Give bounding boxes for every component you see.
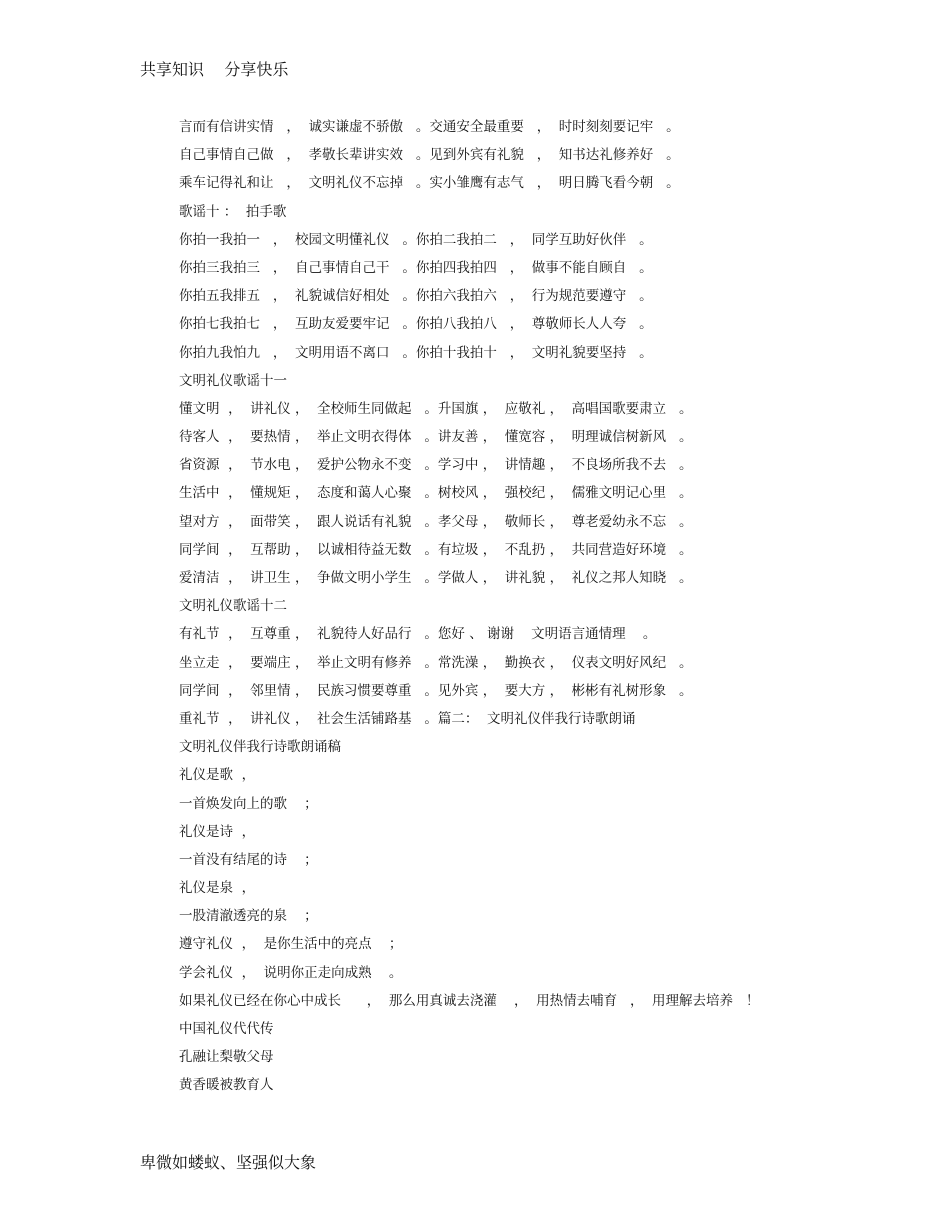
text-line: 省资源 ， 节水电 ， 爱护公物永不变 。学习中 ， 讲情趣 ， 不良场所我不去 。 [179,457,693,474]
document-body [179,116,919,1103]
text-line: 乘车记得礼和让 ， 文明礼仪不忘掉 。实小雏鹰有志气 ， 明日腾飞看今朝 。 [179,175,680,192]
text-line: 你拍一我拍一 ， 校园文明懂礼仪 。你拍二我拍二 ， 同学互助好伙伴 。 [179,231,653,248]
poem-line: 黄香暖被教育人 [179,1077,274,1094]
poem-line: 如果礼仪已经在你心中成长 ， 那么用真诚去浇灌 ， 用热情去哺育 ， 用理解去培养 ！ [179,992,760,1009]
text-line: 懂文明 ， 讲礼仪 ， 全校师生同做起 。升国旗 ， 应敬礼 ， 高唱国歌要肃立 。 [179,400,693,417]
text-line: 重礼节 ， 讲礼仪 ， 社会生活铺路基 。篇二： 文明礼仪伴我行诗歌朗诵 [179,710,636,727]
poem-line: 礼仪是泉 ， [179,880,256,897]
text-line: 你拍九我怕九 ， 文明用语不离口 。你拍十我拍十 ， 文明礼貌要坚持 。 [179,344,653,361]
section-heading: 文明礼仪歌谣十二 [179,598,287,615]
text-line: 你拍七我拍七 ， 互助友爱要牢记 。你拍八我拍八 ， 尊敬师长人人夸 。 [179,316,653,333]
poem-line: 孔融让梨敬父母 [179,1049,274,1066]
poem-line: 礼仪是歌 ， [179,767,256,784]
poem-line: 一股清澈透亮的泉 ； [179,908,318,925]
text-line: 坐立走 ， 要端庄 ， 举止文明有修养 。常洗澡 ， 勤换衣 ， 仪表文明好风纪 。 [179,654,693,671]
page-footer: 卑微如蝼蚁、坚强似大象 [140,1153,317,1172]
section-heading: 文明礼仪歌谣十一 [179,372,287,389]
text-line: 你拍三我拍三 ， 自己事情自己干 。你拍四我拍四 ， 做事不能自顾自 。 [179,259,653,276]
poem-line: 一首焕发向上的歌 ； [179,795,318,812]
page-header: 共享知识 分享快乐 [140,60,289,79]
text-line: 有礼节 ， 互尊重 ， 礼貌待人好品行 。您好 、 谢谢 文明语言通情理 。 [179,626,657,643]
section-heading: 歌谣十 ： 拍手歌 [179,203,287,220]
text-line: 同学间 ， 互帮助 ， 以诚相待益无数 。有垃圾 ， 不乱扔 ， 共同营造好环境 。 [179,541,693,558]
poem-line: 中国礼仪代代传 [179,1021,274,1037]
text-line: 你拍五我排五 ， 礼貌诚信好相处 。你拍六我拍六 ， 行为规范要遵守 。 [179,288,653,305]
text-line: 同学间 ， 邻里情 ， 民族习惯要尊重 。见外宾 ， 要大方 ， 彬彬有礼树形象 。 [179,682,693,699]
text-line: 言而有信讲实情 ， 诚实谦虚不骄傲 。交通安全最重要 ， 时时刻刻要记牢 。 [179,119,680,135]
poem-line: 礼仪是诗 ， [179,823,256,840]
poem-line: 遵守礼仪 ， 是你生活中的亮点 ； [179,936,403,953]
poem-line: 学会礼仪 ， 说明你正走向成熟 。 [179,964,403,981]
text-line: 自己事情自己做 ， 孝敬长辈讲实效 。见到外宾有礼貌 ， 知书达礼修养好 。 [179,147,680,164]
text-line: 爱清洁 ， 讲卫生 ， 争做文明小学生 。学做人 ， 讲礼貌 ， 礼仪之邦人知晓 。 [179,570,693,586]
text-line: 待客人 ， 要热情 ， 举止文明衣得体 。讲友善 ， 懂宽容 ， 明理诚信树新风 。 [179,429,693,446]
section-heading: 文明礼仪伴我行诗歌朗诵稿 [179,739,341,756]
text-line: 生活中 ， 懂规矩 ， 态度和蔼人心聚 。树校风 ， 强校纪 ， 儒雅文明记心里 。 [179,485,693,502]
text-line: 望对方 ， 面带笑 ， 跟人说话有礼貌 。孝父母 ， 敬师长 ， 尊老爱幼永不忘 。 [179,513,693,530]
poem-line: 一首没有结尾的诗 ； [179,851,318,868]
